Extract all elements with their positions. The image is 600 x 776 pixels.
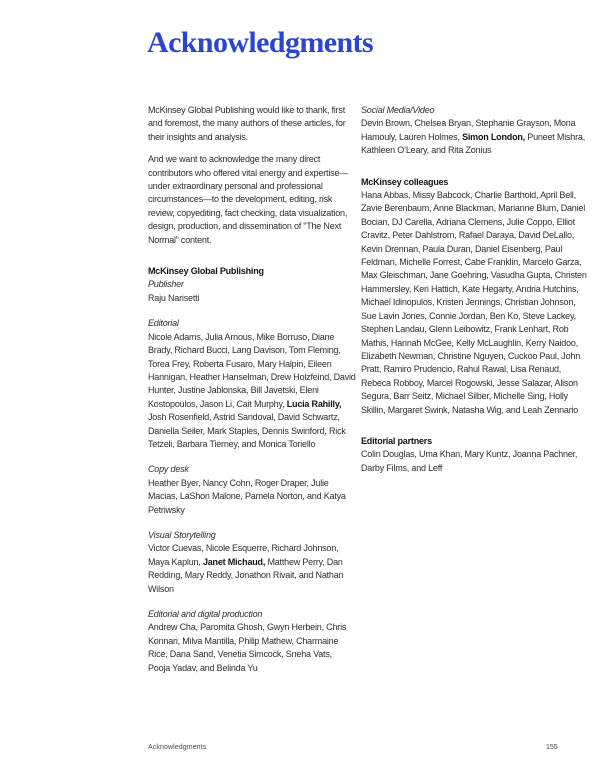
names-list: Hana Abbas, Missy Babcock, Charlie Barthold, April Bell, Zavie Berenbaum, Anne Blackman, Marianne Blum, Daniel Bocian, DJ Carella, Adriana Clemens, Julie Coppo, Elliot Cravitz, Peter Dahlstrom, Rafael Daraya, David DeLallo, Kevin Drennan, Paula Duran, Daniel Eisenberg, Paul Feldman, Michelle Forrest, Cabe Franklin, Marcelo Garza, Max Gleischman, Jane Goehring, Vasudha Gupta, Christen Hammersley, Keri Hattich, Kate Hegarty, Andria Hutchins, Michael Idinopulos, Kristen Jennings, Christian Johnson, Sue Lavin Jones, Connie Jordan, Ben Ko, Steve Lackey, Stephen Landau, Glenn Leibowitz, Frank Lenhart, Rob Mathis, Hannah McGee, Kelly McLaughlin, Kerry Naidoo, Elizabeth Newman, Christine Nguyen, Cuckoo Paul, John Pratt, Ramiro Prudencio, Rahul Rawal, Lisa Renaud, Rebeca Robboy, Marcel Rogowski, Jesse Salazar, Alison Segura, Barr Seitz, Michael Silber, Michelle Sing, Holly Skillin, Margaret Swink, Natasha Wig, and Leah Zennario (361, 190, 587, 415)
section-subheading: Publisher (148, 279, 184, 290)
page-number: 155 (546, 744, 558, 751)
section-heading: McKinsey colleagues (361, 176, 449, 187)
names-list: Heather Byer, Nancy Cohn, Roger Draper, Julie Macias, LaShon Malone, Pamela Norton, and Katya Petriwsky (148, 477, 346, 515)
names-list: Devin Brown, Chelsea Bryan, Stephanie Grayson, Mona Hamouly, Lauren Holmes, Simon London, Puneet Mishra, Kathleen O’Leary, and Rita Zonius (361, 118, 585, 156)
section-heading: Editorial partners (361, 435, 432, 446)
intro-paragraph: McKinsey Global Publishing would like to thank, first and foremost, the many authors of these articles, for their insights and analysis. (148, 105, 346, 142)
section-heading: McKinsey Global Publishing (148, 266, 264, 277)
names-list: Raju Narisetti (148, 292, 200, 303)
names-list: Andrew Cha, Paromita Ghosh, Gwyn Herbein, Chris Konnari, Milva Mantilla, Philip Mathew, Charmaine Rice, Dana Sand, Venetia Simcock, Sneha Vats, Pooja Yadav, and Belinda Yu (148, 622, 347, 673)
names-list: Nicole Adams, Julia Arnous, Mike Borruso, Diane Brady, Richard Bucci, Lang Davison, Tom Fleming, Torea Frey, Roberta Fusaro, Mary Halpin, Eileen Hannigan, Heather Hanselman, Drew Holzfeind, David Hunter, Justine Jablonska, Bill Javetski, Eleni Kostopoulos, Jason Li, Cait Murphy, Lucia Rahilly, Josh Rosenfield, Astrid Sandoval, David Schwartz, Daniella Seiler, Mark Staples, Dennis Swinford, Rick Tetzeli, Barbara Tierney, and Monica Toriello (148, 331, 356, 449)
section-subheading: Copy desk (148, 464, 189, 475)
section-subheading: Editorial and digital production (148, 609, 263, 619)
page-title: Acknowledgments (147, 26, 374, 59)
section-subheading: Editorial (148, 318, 179, 329)
intro-paragraph: And we want to acknowledge the many direct contributors who offered vital energy and expertise—under extraordinary personal and professional circumstances—to the development, editing, risk review, copyediting, fact checking, data visualization, design, production, and dissemination of “The Next Normal” content. (148, 154, 349, 245)
names-list: Victor Cuevas, Nicole Esquerre, Richard Johnson, Maya Kaplun, Janet Michaud, Matthew Perry, Dan Redding, Mary Reddy, Jonathon Rivait, and Nathan Wilson (148, 543, 344, 594)
section-subheading: Social Media/Video (361, 105, 435, 115)
right-column (361, 104, 589, 475)
footer-label: Acknowledgments (148, 744, 207, 751)
section-subheading: Visual Storytelling (148, 529, 216, 540)
names-list: Colin Douglas, Uma Khan, Mary Kuntz, Joanna Pachner, Darby Films, and Leff (361, 449, 578, 473)
left-column (148, 104, 356, 675)
